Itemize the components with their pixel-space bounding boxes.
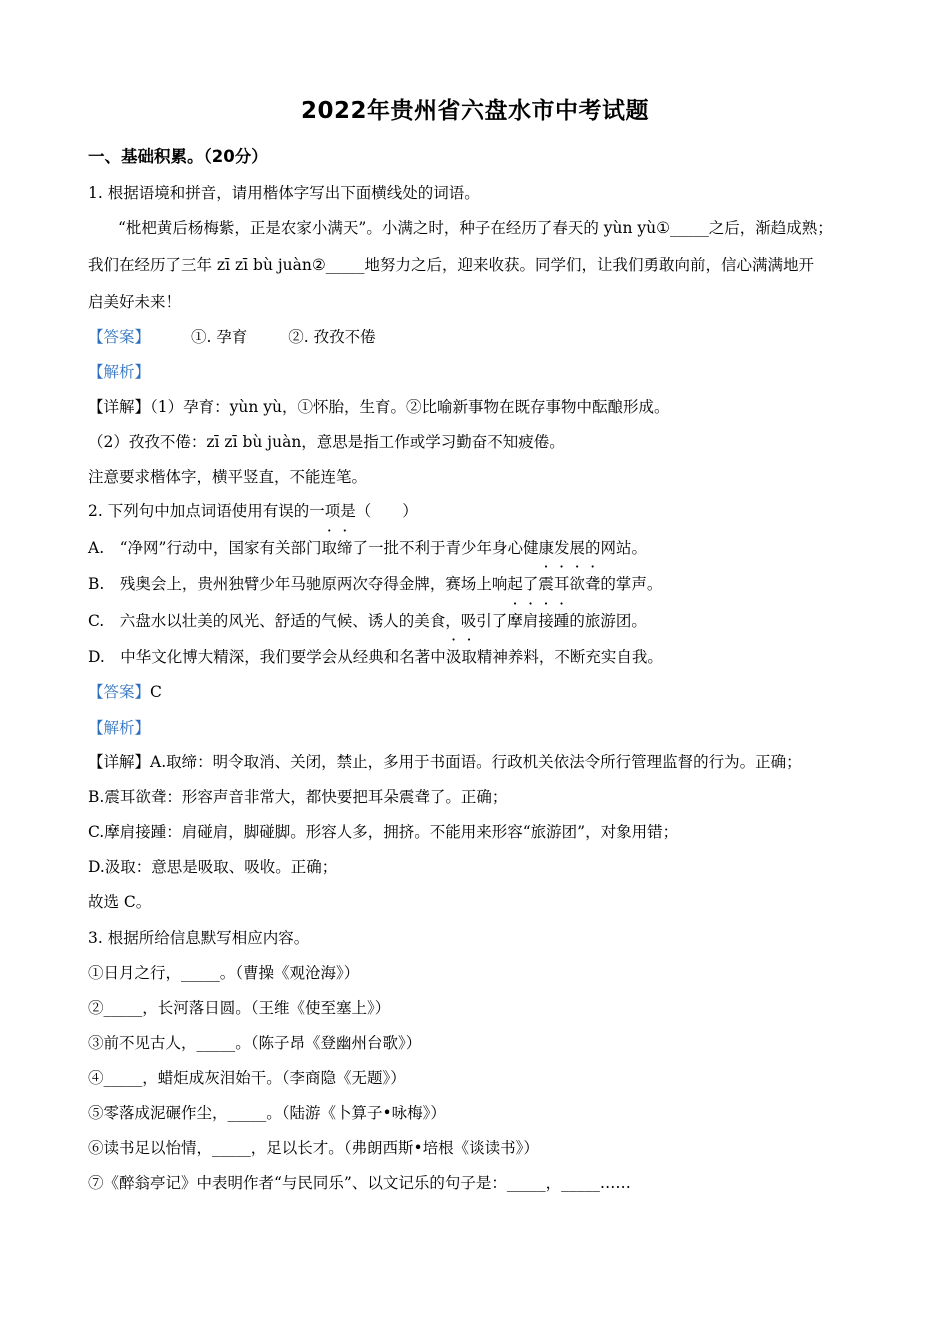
dotted-char: 肩 <box>522 612 539 630</box>
q3-item: ⑤零落成泥碾作尘，_____。（陆游《卜算子•咏梅》） <box>88 1104 446 1122</box>
q2-option-c <box>88 610 888 632</box>
dotted-char: 欲 <box>569 575 585 593</box>
dotted-char: 缔 <box>337 539 353 557</box>
dotted-char: 聋 <box>584 575 601 593</box>
q1-answer-row <box>88 326 888 348</box>
q1-passage-line-1: “枇杷黄后杨梅紫，正是农家小满天”。小满之时，种子在经历了春天的 yùn yù①_____之后，渐趋成熟； <box>118 219 833 237</box>
q2-option-a <box>88 537 888 559</box>
q3-item: ⑦《醉翁亭记》中表明作者“与民同乐”、以文记乐的句子是：_____，_____…… <box>88 1174 631 1192</box>
q2-option-d <box>88 646 888 668</box>
q3-item: ①日月之行，_____。（曹操《观沧海》） <box>88 964 360 982</box>
q2-prompt: 2. 下列句中加点词语使用有误的一项是（ ） <box>88 502 418 520</box>
dotted-char: 汲 <box>445 648 462 666</box>
dotted-char: 接 <box>538 612 554 630</box>
q3-prompt: 3. 根据所给信息默写相应内容。 <box>88 929 310 947</box>
q2-option-b <box>88 573 888 595</box>
page-title: 2022年贵州省六盘水市中考试题 <box>300 98 649 124</box>
q1-detail-3: 注意要求楷体字，横平竖直，不能连笔。 <box>88 468 368 486</box>
analysis-label: 【解析】 <box>88 363 151 381</box>
q3-item: ⑥读书足以怡情，_____，足以长才。（弗朗西斯•培根《谈读书》） <box>88 1139 539 1157</box>
q3-item: ④_____，蜡炬成灰泪始干。（李商隐《无题》） <box>88 1069 406 1087</box>
dotted-char: 震 <box>538 575 554 593</box>
option-text: 精神养料，不断充实自我。 <box>476 648 663 666</box>
q2-detail-d: D.汲取：意思是吸取、吸收。正确； <box>88 858 338 876</box>
q2-detail-a: 【详解】A.取缔：明令取消、关闭，禁止，多用于书面语。行政机关依法令所行管理监督的行为。正确； <box>88 753 802 771</box>
q1-passage-line-3: 启美好未来！ <box>88 293 182 311</box>
dotted-char: 踵 <box>553 612 570 630</box>
q2-answer-row <box>88 681 888 703</box>
option-text: 了一批不利于青少年身心健康发展的网站。 <box>352 539 648 557</box>
q2-conclusion: 故选 C。 <box>88 893 152 911</box>
option-text: 的旅游团。 <box>569 612 647 630</box>
q3-item: ②_____，长河落日圆。（王维《使至塞上》） <box>88 999 391 1017</box>
analysis-label: 【解析】 <box>88 719 151 737</box>
dotted-char: 取 <box>461 648 477 666</box>
answer-label: 【答案】 <box>88 328 151 346</box>
q2-detail-c: C.摩肩接踵：肩碰肩，脚碰脚。形容人多，拥挤。不能用来形容“旅游团”，对象用错； <box>88 823 679 841</box>
dotted-char: 摩 <box>507 612 523 630</box>
option-text: A. “净网”行动中，国家有关部门 <box>88 539 322 557</box>
q1-passage-line-2: 我们在经历了三年 zī zī bù juàn②_____地努力之后，迎来收获。同学们，让我们勇敢向前，信心满满地开 <box>88 256 815 274</box>
option-text: D. 中华文化博大精深，我们要学会从经典和名著中 <box>88 648 446 666</box>
q1-detail-2: （2）孜孜不倦：zī zī bù juàn，意思是指工作或学习勤奋不知疲倦。 <box>88 433 565 451</box>
q2-answer: C <box>150 683 162 701</box>
q1-answer-2: ②. 孜孜不倦 <box>288 328 376 346</box>
answer-label: 【答案】 <box>88 683 151 701</box>
option-text: 的掌声。 <box>600 575 663 593</box>
option-text: C. 六盘水以壮美的风光、舒适的气候、诱人的美食，吸引了 <box>88 612 508 630</box>
section-heading: 一、基础积累。（20分） <box>88 147 268 166</box>
q1-prompt: 1. 根据语境和拼音，请用楷体字写出下面横线处的词语。 <box>88 184 480 202</box>
dotted-char: 取 <box>321 539 337 557</box>
q2-detail-b: B.震耳欲聋：形容声音非常大，都快要把耳朵震聋了。正确； <box>88 788 508 806</box>
q3-item: ③前不见古人，_____。（陈子昂《登幽州台歌》） <box>88 1034 422 1052</box>
q1-detail-1: 【详解】（1）孕育：yùn yù，①怀胎，生育。②比喻新事物在既存事物中酝酿形成。 <box>88 398 670 416</box>
option-text: B. 残奥会上，贵州独臂少年马驰原两次夺得金牌，赛场上响起了 <box>88 575 539 593</box>
dotted-char: 耳 <box>553 575 570 593</box>
q1-answer-1: ①. 孕育 <box>190 328 248 346</box>
